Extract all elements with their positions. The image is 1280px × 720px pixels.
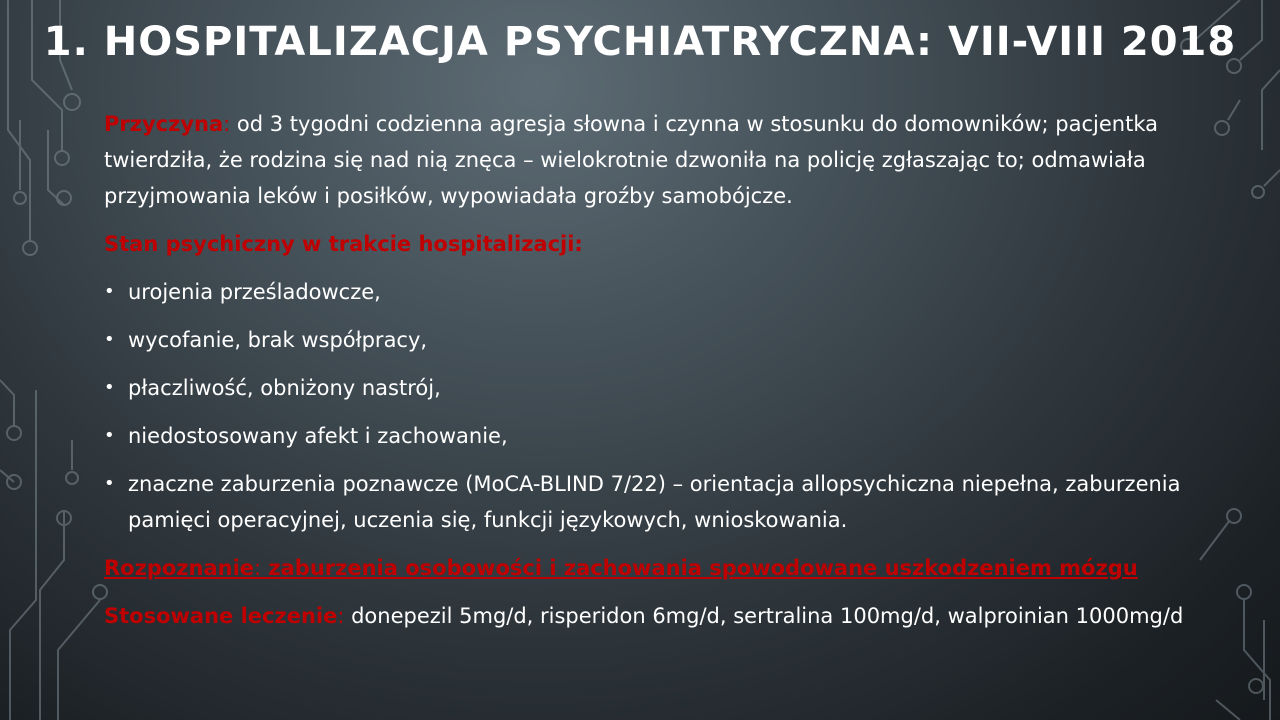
cause-paragraph [104, 106, 1214, 214]
cause-text: od 3 tygodni codzienna agresja słowna i czynna w stosunku do domowników; pacjentka twierdziła, że rodzina się nad nią znęca – wielokrotnie dzwoniła na policję zgłaszając to; odmawiała przyjmowania leków i posiłków, wypowiadała groźby samobójcze. [104, 112, 1158, 208]
treatment-text: donepezil 5mg/d, risperidon 6mg/d, sertralina 100mg/d, walproinian 1000mg/d [344, 604, 1184, 628]
list-item-text: niedostosowany afekt i zachowanie, [128, 424, 508, 448]
mental-state-heading: Stan psychiczny w trakcie hospitalizacji: [104, 232, 583, 256]
list-item [104, 418, 1214, 454]
list-item-text: płaczliwość, obniżony nastrój, [128, 376, 441, 400]
treatment-colon: : [337, 604, 345, 628]
cause-colon: : [223, 112, 231, 136]
list-item [104, 274, 1214, 310]
diagnosis-label: Rozpoznanie [104, 556, 255, 580]
list-item [104, 370, 1214, 406]
slide-title: 1. HOSPITALIZACJA PSYCHIATRYCZNA: VII-VIII 2018 [43, 19, 1237, 65]
bullet-icon: • [104, 473, 115, 494]
diagnosis-text: zaburzenia osobowości i zachowania spowodowane uszkodzeniem mózgu [261, 556, 1138, 580]
list-item [104, 322, 1214, 358]
bullet-icon: • [104, 425, 115, 446]
bullet-icon: • [104, 377, 115, 398]
mental-state-list [104, 274, 1214, 538]
bullet-icon: • [104, 281, 115, 302]
slide-content [104, 106, 1214, 646]
bullet-icon: • [104, 329, 115, 350]
treatment-paragraph [104, 598, 1214, 634]
diagnosis-paragraph [104, 550, 1214, 586]
list-item-text: wycofanie, brak współpracy, [128, 328, 428, 352]
list-item [104, 466, 1214, 538]
list-item-text: znaczne zaburzenia poznawcze (MoCA-BLIND 7/22) – orientacja allopsychiczna niepełna, zaburzenia pamięci operacyjnej, uczenia się, funkcji językowych, wnioskowania. [128, 472, 1181, 532]
cause-label: Przyczyna [104, 112, 224, 136]
list-item-text: urojenia prześladowcze, [128, 280, 381, 304]
diagnosis-colon: : [254, 556, 262, 580]
treatment-label: Stosowane leczenie [104, 604, 338, 628]
